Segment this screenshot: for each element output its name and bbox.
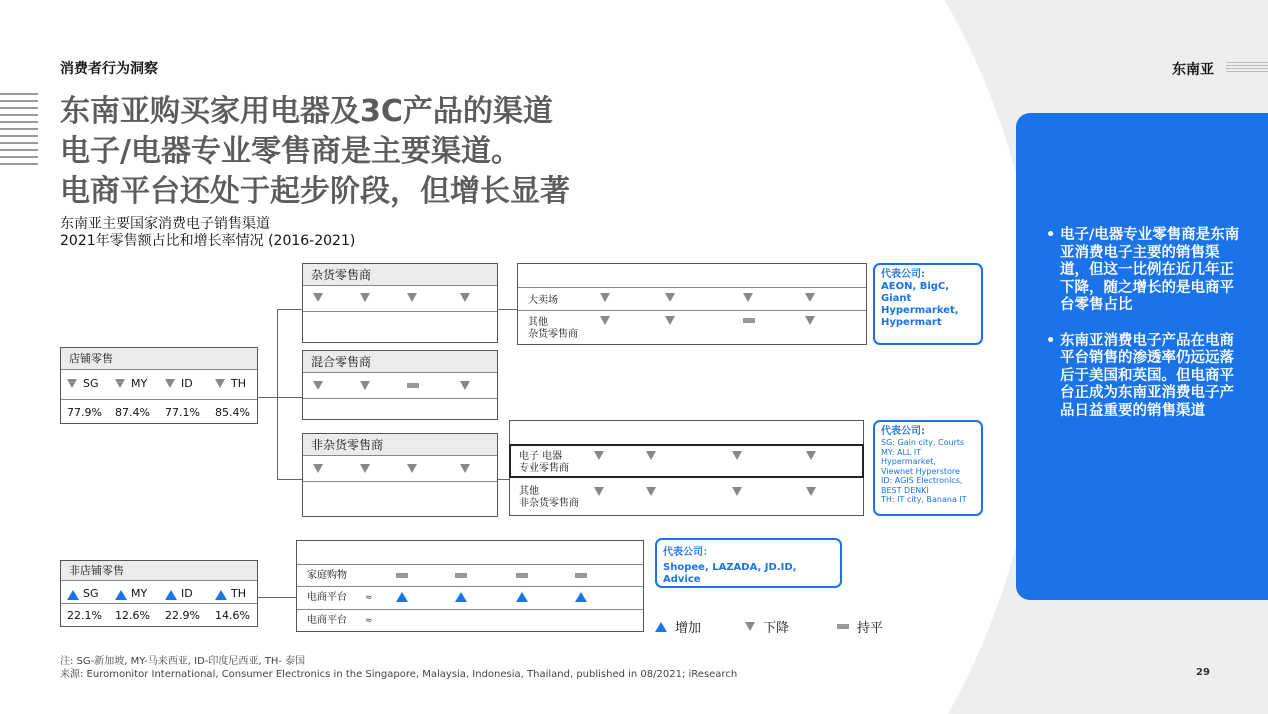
legend-flat-label: 持平 (857, 621, 884, 636)
non_store_retail-country-1-triangle-up-icon (115, 590, 127, 600)
grocery-callout-title: 代表公司: (881, 269, 925, 280)
approx-symbol-1: ≈ (365, 593, 373, 603)
subtitle-line-2: 2021年零售额占比和增长率情况 (2016-2021) (60, 233, 356, 249)
store_retail-country-code: MY (131, 377, 148, 390)
non-store-retail-divider (61, 603, 257, 604)
home-shopping-3-flat-dash-icon (575, 573, 587, 578)
non-store-retail-title: 非店铺零售 (61, 561, 257, 581)
store_retail-share-value: 77.9% (67, 406, 102, 419)
non_store_retail-share-value: 14.6% (215, 609, 250, 622)
approx-symbol-2: ≈ (365, 616, 373, 626)
home-shopping-0-flat-dash-icon (396, 573, 408, 578)
headline-line-3: 电商平台还处于起步阶段，但增长显著 (60, 174, 570, 209)
electronics-specialist-highlight (509, 444, 864, 478)
grocery-2-triangle-down-icon (407, 293, 417, 302)
region-rule-decoration (1226, 62, 1268, 72)
non-store-divider-1 (297, 564, 643, 565)
other-grocery-label-2: 杂货零售商 (528, 329, 578, 340)
store-retail-title: 店铺零售 (61, 348, 257, 370)
non-store-retail-box (60, 560, 258, 627)
other-non-grocery-1-triangle-down-icon (646, 487, 656, 496)
connector-store-h (258, 397, 302, 398)
other-non-grocery-label-2: 非杂货零售商 (519, 498, 579, 509)
other-grocery-label-1: 其他 (528, 317, 548, 328)
grocery-callout-line-3: Hypermart (881, 317, 942, 328)
other-non-grocery-label-1: 其他 (519, 486, 539, 497)
store_retail-country-2-triangle-down-icon (165, 379, 175, 388)
triangle-down-icon (745, 622, 755, 631)
non_store_retail-country-code: ID (181, 587, 193, 600)
insight-list (1046, 227, 1246, 438)
legend-decrease (745, 617, 789, 636)
non_store_retail-share-value: 12.6% (115, 609, 150, 622)
non-grocery-retailer-divider (303, 481, 497, 482)
ecommerce-3-triangle-up-icon (575, 592, 587, 602)
ecommerce-2-triangle-up-icon (516, 592, 528, 602)
connector-grocery (277, 309, 302, 310)
non-grocery-retailer-box (302, 433, 498, 517)
ecommerce-callout-title: 代表公司： (663, 547, 713, 558)
other-grocery-1-triangle-down-icon (665, 316, 675, 325)
electronics-specialist-label-2: 专业零售商 (519, 463, 569, 474)
store_retail-share-value: 85.4% (215, 406, 250, 419)
mixed-retailer-title: 混合零售商 (303, 351, 497, 373)
triangle-up-icon (655, 622, 667, 632)
legend-increase (655, 617, 701, 636)
electronics-callout-line-2: MY: ALL IT Hypermarket, (881, 447, 936, 466)
ecommerce-label-1: 电商平台 (307, 592, 347, 603)
grocery-retailer-divider (303, 311, 497, 312)
grocery-callout-line-1: AEON, BigC, (881, 281, 950, 292)
store_retail-country-code: SG (83, 377, 99, 390)
subtitle-line-1: 东南亚主要国家消费电子销售渠道 (60, 216, 270, 232)
grocery-callout-line-2: Giant Hypermarket, (881, 293, 959, 316)
electronics-specialist-label-1: 电子 电器 (519, 451, 563, 462)
non_store_retail-country-0-triangle-up-icon (67, 590, 79, 600)
store_retail-country-0-triangle-down-icon (67, 379, 77, 388)
non_store_retail-country-3-triangle-up-icon (215, 590, 227, 600)
connector-nonstore-h (258, 597, 296, 598)
grocery-retailer-title: 杂货零售商 (303, 264, 497, 286)
store_retail-country-code: ID (181, 377, 193, 390)
electronics-company-callout (873, 420, 983, 516)
grocery-1-triangle-down-icon (360, 293, 370, 302)
non-grocery-3-triangle-down-icon (460, 464, 470, 473)
store_retail-share-value: 77.1% (165, 406, 200, 419)
grocery-sub-box (517, 263, 867, 345)
headline (60, 92, 680, 212)
hypermarket-3-triangle-down-icon (805, 293, 815, 302)
non_store_retail-country-code: SG (83, 587, 99, 600)
other-non-grocery-2-triangle-down-icon (732, 487, 742, 496)
connector-grocery-sub (498, 309, 517, 310)
mixed-1-triangle-down-icon (360, 381, 370, 390)
mixed-3-triangle-down-icon (460, 381, 470, 390)
ecommerce-callout-body: Shopee, LAZADA, JD.ID, Advice (663, 562, 797, 585)
non_store_retail-country-2-triangle-up-icon (165, 590, 177, 600)
page-number: 29 (1196, 667, 1210, 678)
other-grocery-2-flat-dash-icon (743, 318, 755, 323)
other-non-grocery-0-triangle-down-icon (594, 487, 604, 496)
electronics-callout-line-6: TH: IT city, Banana IT (881, 495, 967, 504)
store_retail-share-value: 87.4% (115, 406, 150, 419)
grocery-sub-divider-1 (518, 287, 866, 288)
other-grocery-3-triangle-down-icon (805, 316, 815, 325)
non-grocery-1-triangle-down-icon (360, 464, 370, 473)
non-store-channels-box (296, 540, 644, 632)
grocery-0-triangle-down-icon (313, 293, 323, 302)
non_store_retail-share-value: 22.9% (165, 609, 200, 622)
store_retail-country-3-triangle-down-icon (215, 379, 225, 388)
mixed-2-flat-dash-icon (407, 383, 419, 388)
store_retail-country-1-triangle-down-icon (115, 379, 125, 388)
electronics-callout-line-1: SG: Gain city, Courts (881, 438, 965, 447)
ecommerce-company-callout (655, 538, 842, 588)
home-shopping-1-flat-dash-icon (455, 573, 467, 578)
footnote-note: 注: SG-新加坡, MY-马来西亚, ID-印度尼西亚, TH- 泰国 (60, 656, 306, 667)
insight-panel (1016, 113, 1268, 600)
headline-line-2: 电子/电器专业零售商是主要渠道。 (60, 134, 521, 169)
electronics-callout-line-5: BEST DENKI (881, 485, 929, 495)
chart-subtitle (60, 216, 355, 250)
flat-dash-icon (837, 624, 849, 629)
headline-line-1: 东南亚购买家用电器及3C产品的渠道 (60, 94, 553, 129)
mixed-0-triangle-down-icon (313, 381, 323, 390)
home-shopping-2-flat-dash-icon (516, 573, 528, 578)
store-retail-box (60, 347, 258, 424)
hypermarket-label: 大卖场 (528, 295, 558, 306)
non_store_retail-share-value: 22.1% (67, 609, 102, 622)
insight-bullet-2: • 东南亚消费电子产品在电商平台销售的渗透率仍远远落后于美国和英国。但电商平台正成为东南亚消费电子产品日益重要的销售渠道 (1046, 333, 1246, 421)
connector-store-v (277, 309, 278, 479)
legend-decrease-label: 下降 (763, 621, 790, 636)
hypermarket-1-triangle-down-icon (665, 293, 675, 302)
ecommerce-1-triangle-up-icon (455, 592, 467, 602)
legend-increase-label: 增加 (675, 621, 702, 636)
home-shopping-label: 家庭购物 (307, 570, 347, 581)
ecommerce-0-triangle-up-icon (396, 592, 408, 602)
hypermarket-2-triangle-down-icon (743, 293, 753, 302)
electronics-callout-line-4: ID: AGIS Electronics, (881, 476, 963, 485)
section-label: 消费者行为洞察 (60, 61, 158, 77)
store_retail-country-code: TH (231, 377, 246, 390)
legend-flat (837, 617, 883, 636)
store-retail-divider (61, 399, 257, 400)
footnote (60, 655, 737, 681)
hypermarket-0-triangle-down-icon (600, 293, 610, 302)
mixed-retailer-divider (303, 398, 497, 399)
non-grocery-0-triangle-down-icon (313, 464, 323, 473)
non-store-divider-3 (297, 609, 643, 610)
non-store-divider-2 (297, 586, 643, 587)
grocery-retailer-box (302, 263, 498, 343)
mixed-retailer-box (302, 350, 498, 420)
non_store_retail-country-code: MY (131, 587, 148, 600)
non-grocery-retailer-title: 非杂货零售商 (303, 434, 497, 456)
stripe-decoration (0, 93, 38, 165)
non-grocery-2-triangle-down-icon (407, 464, 417, 473)
other-non-grocery-3-triangle-down-icon (806, 487, 816, 496)
grocery-company-callout (873, 263, 983, 345)
grocery-sub-divider-2 (518, 310, 866, 311)
non_store_retail-country-code: TH (231, 587, 246, 600)
electronics-callout-line-3: Viewnet Hyperstore (881, 466, 960, 476)
connector-nongrocery (277, 479, 302, 480)
insight-bullet-1: • 电子/电器专业零售商是东南亚消费电子主要的销售渠道，但这一比例在近几年正下降，随之增长的是电商平台零售占比 (1046, 227, 1246, 315)
other-grocery-0-triangle-down-icon (600, 316, 610, 325)
ecommerce-label-2: 电商平台 (307, 615, 347, 626)
footnote-source: 来源: Euromonitor International, Consumer Electronics in the Singapore, Malaysia, Indonesia, Thailand, published in 08/2021; iResearch (60, 669, 738, 680)
electronics-callout-title: 代表公司: (881, 426, 925, 437)
grocery-3-triangle-down-icon (460, 293, 470, 302)
region-label: 东南亚 (1172, 62, 1214, 78)
